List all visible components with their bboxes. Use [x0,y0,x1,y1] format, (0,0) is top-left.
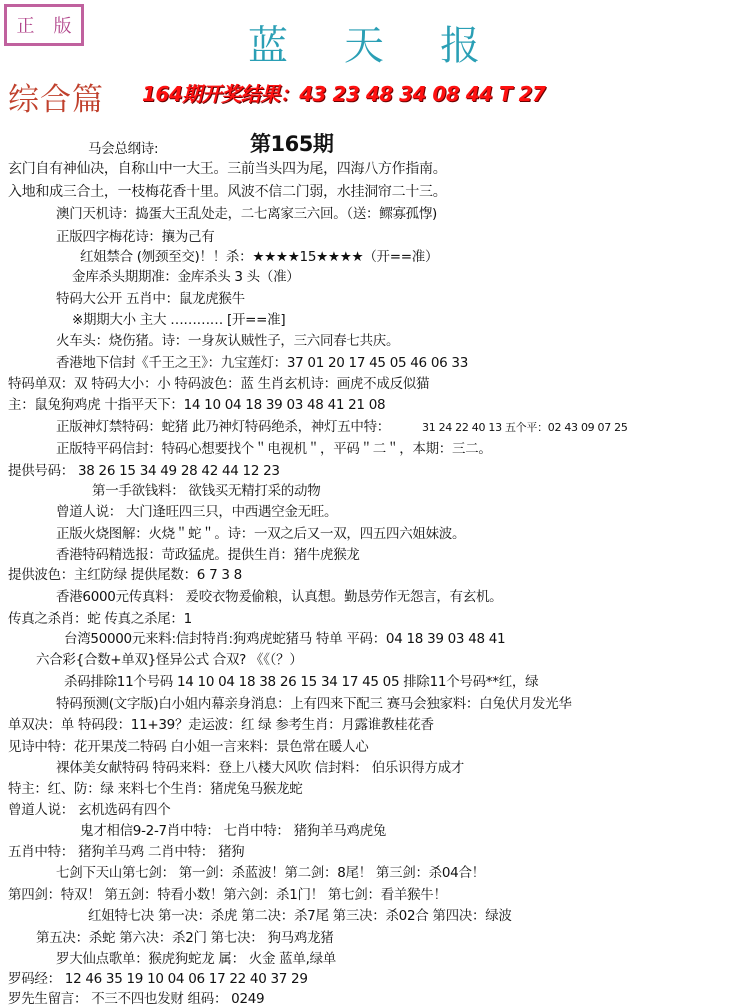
text-line: 杀码排除11个号码 14 10 04 18 38 26 15 34 17 45 05 排除11个号码**红，绿 [64,674,539,690]
text-line: 红姐禁合 (刎颈至交)！！杀：★★★★15★★★★（开==准） [80,249,439,265]
text-line: 31 24 22 40 13 五个平：02 43 09 07 25 [422,421,628,434]
text-line: 单双决：单 特码段：11+39？走运波：红 绿 参考生肖：月露谁教桂花香 [8,717,434,733]
text-line: 五肖中特： 猪狗羊马鸡 二肖中特： 猪狗 [8,844,245,860]
text-line: 传真之杀肖：蛇 传真之杀尾：1 [8,611,192,627]
text-line: 提供波色：主红防绿 提供尾数：6 7 3 8 [8,567,242,583]
text-line: 香港6000元传真料： 爰咬衣物爰偷粮，认真想。勤恳劳作无怨言，有玄机。 [56,589,503,605]
text-line: 主：鼠兔狗鸡虎 十指平天下：14 10 04 18 39 03 48 41 21 08 [8,397,386,413]
text-line: 七剑下天山第七剑： 第一剑：杀蓝波！第二剑：8尾！ 第三剑：杀04合！ [56,865,485,881]
issue-number: 第165期 [250,132,334,156]
text-line: 罗大仙点歌单：猴虎狗蛇龙 属： 火金 蓝单,绿单 [56,951,336,967]
text-line: ※期期大小 主大 ………… [开==准] [72,312,286,328]
text-line: 红姐特七决 第一决：杀虎 第二决：杀7尾 第三决：杀02合 第四决：绿波 [88,908,512,924]
text-line: 特码预测(文字版)白小姐内幕亲身消息：上有四来下配三 赛马会独家料：白兔伏月发光华 [56,696,572,712]
text-line: 正版四字梅花诗：攘为己有 [56,229,215,245]
text-line: 提供号码： 38 26 15 34 49 28 42 44 12 23 [8,463,280,479]
text-line: 香港地下信封《千王之王》：九宝莲灯：37 01 20 17 45 05 46 06 33 [56,355,468,371]
text-line: 金库杀头期期准：金库杀头 3 头（准） [72,269,300,285]
text-line: 裸体美女献特码 特码来料：登上八楼大风吹 信封料： 伯乐识得方成才 [56,760,464,776]
stamp-text-left: 正 [16,16,35,37]
genuine-stamp [4,4,84,46]
stamp-text-right: 版 [53,16,72,37]
text-line: 曾道人说： 大门逢旺四三只，中西遇空金无旺。 [56,504,338,520]
text-line: 鬼才相信9-2-7肖中特： 七肖中特： 猪狗羊马鸡虎兔 [80,823,386,839]
text-line: 正版神灯禁特码：蛇猪 此乃神灯特码绝杀，神灯五中特： [56,419,390,435]
text-line: 罗先生留言： 不三不四也发财 组码： 0249 [8,991,265,1007]
text-line: 六合彩{合数+单双}怪异公式 合双? 《《（？） [36,652,303,668]
text-line: 香港特码精选报：苛政猛虎。提供生肖：猪牛虎猴龙 [56,547,360,563]
newspaper-title: 蓝天报 [248,23,536,69]
text-line: 特码单双：双 特码大小：小 特码波色：蓝 生肖玄机诗：画虎不成反似猫 [8,376,430,392]
section-title: 综合篇 [8,82,104,118]
text-line: 澳门天机诗：捣蛋大王乱处走，二七离家三六回。（送：鳏寡孤惸) [56,206,438,222]
text-line: 曾道人说： 玄机选码有四个 [8,802,171,818]
lottery-result: 164期开奖结果：43 23 48 34 08 44 T 27 [142,82,546,106]
text-line: 正版火烧图解：火烧＂蛇＂。诗：一双之后又一双，四五四六姐妹波。 [56,526,466,542]
text-line: 见诗中特：花开果茂二特码 白小姐一言来料：景色常在暖人心 [8,739,369,755]
text-line: 第一手欲钱料： 欲钱买无精打采的动物 [92,483,321,499]
text-line: 第四剑：特双！ 第五剑：特看小数！第六剑：杀1门！ 第七剑：看羊猴牛！ [8,887,447,903]
text-line: 特码大公开 五肖中：鼠龙虎猴牛 [56,291,245,307]
text-line: 入地和成三合土，一枝梅花香十里。风波不信二门弱，水挂洞帘二十三。 [8,184,447,200]
text-line: 马会总纲诗: [88,141,159,157]
text-line: 正版特平码信封：特码心想要找个＂电视机＂，平码＂二＂，本期：三二。 [56,441,492,457]
text-line: 罗码经： 12 46 35 19 10 04 06 17 22 40 37 29 [8,971,308,987]
text-line: 第五决：杀蛇 第六决：杀2门 第七决： 狗马鸡龙猪 [36,930,334,946]
text-line: 特主：红、防：绿 来料七个生肖：猪虎兔马猴龙蛇 [8,781,303,797]
text-line: 玄门自有神仙决，自称山中一大王。三前当头四为尾，四海八方作指南。 [8,161,447,177]
text-line: 台湾50000元来料:信封特肖:狗鸡虎蛇猪马 特单 平码：04 18 39 03 48 41 [64,631,506,647]
text-line: 火车头：烧伤猪。诗：一身灰认贼性子，三六同春七共庆。 [56,333,400,349]
